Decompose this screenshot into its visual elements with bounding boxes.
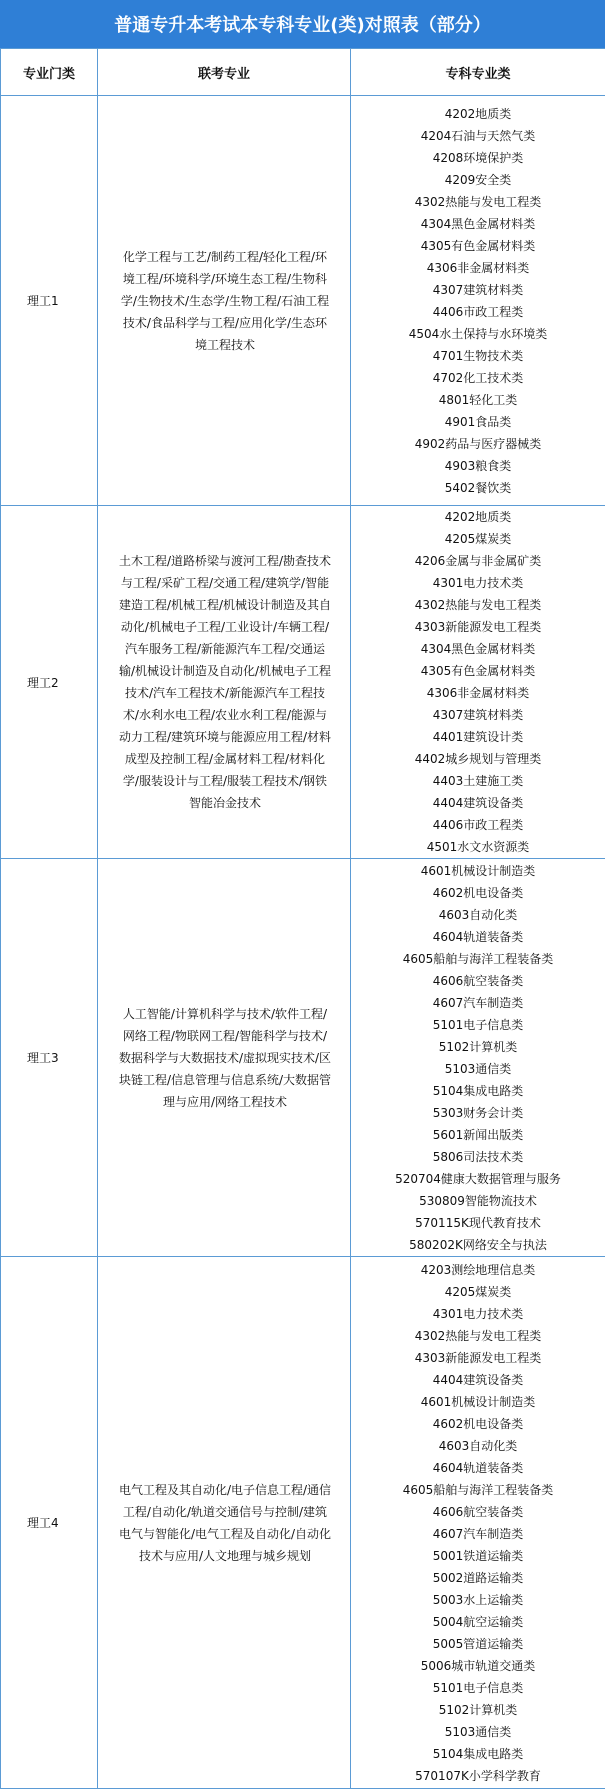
college-major-cell (351, 506, 605, 859)
college-major-item: 4606航空装备类 (351, 1501, 605, 1523)
college-major-item: 4602机电设备类 (351, 882, 605, 904)
table-row (1, 859, 605, 1257)
college-major-item: 4406市政工程类 (351, 301, 605, 323)
college-major-item: 4302热能与发电工程类 (351, 1325, 605, 1347)
college-major-item: 4801轻化工类 (351, 389, 605, 411)
college-major-item: 4304黑色金属材料类 (351, 213, 605, 235)
college-major-item: 4401建筑设计类 (351, 726, 605, 748)
college-major-item: 4208环境保护类 (351, 147, 605, 169)
college-major-item: 4301电力技术类 (351, 1303, 605, 1325)
college-major-item: 4902药品与医疗器械类 (351, 433, 605, 455)
college-major-item: 4404建筑设备类 (351, 1369, 605, 1391)
college-major-item: 520704健康大数据管理与服务 (351, 1168, 605, 1190)
college-major-item: 4305有色金属材料类 (351, 660, 605, 682)
college-major-item: 4604轨道装备类 (351, 926, 605, 948)
college-major-item: 530809智能物流技术 (351, 1190, 605, 1212)
college-major-item: 4607汽车制造类 (351, 992, 605, 1014)
category-cell: 理工2 (1, 506, 98, 859)
college-major-item: 5101电子信息类 (351, 1677, 605, 1699)
college-major-item: 5806司法技术类 (351, 1146, 605, 1168)
college-major-item: 4602机电设备类 (351, 1413, 605, 1435)
header-row (1, 49, 605, 96)
college-major-item: 4601机械设计制造类 (351, 1391, 605, 1413)
college-major-item: 4306非金属材料类 (351, 257, 605, 279)
college-major-item: 5101电子信息类 (351, 1014, 605, 1036)
header-category: 专业门类 (1, 49, 98, 96)
college-major-item: 4403土建施工类 (351, 770, 605, 792)
college-major-item: 4606航空装备类 (351, 970, 605, 992)
table-row (1, 1257, 605, 1789)
college-major-item: 5104集成电路类 (351, 1743, 605, 1765)
college-major-item: 4206金属与非金属矿类 (351, 550, 605, 572)
college-major-item: 570107K小学科学教育 (351, 1765, 605, 1787)
category-cell: 理工4 (1, 1257, 98, 1789)
college-major-item: 5102计算机类 (351, 1036, 605, 1058)
college-major-item: 4209安全类 (351, 169, 605, 191)
exam-major-cell: 化学工程与工艺/制药工程/轻化工程/环境工程/环境科学/环境生态工程/生物科学/生物技术/生态学/生物工程/石油工程技术/食品科学与工程/应用化学/生态环境工程技术 (98, 96, 351, 506)
table-row (1, 506, 605, 859)
table-row (1, 96, 605, 506)
college-major-item: 5601新闻出版类 (351, 1124, 605, 1146)
college-major-item: 4501水文水资源类 (351, 836, 605, 858)
college-major-item: 4302热能与发电工程类 (351, 191, 605, 213)
college-major-item: 570115K现代教育技术 (351, 1212, 605, 1234)
college-major-item: 4304黑色金属材料类 (351, 638, 605, 660)
exam-major-cell: 土木工程/道路桥梁与渡河工程/勘查技术与工程/采矿工程/交通工程/建筑学/智能建造工程/机械工程/机械设计制造及其自动化/机械电子工程/工业设计/车辆工程/汽车服务工程/新能源汽车工程/交通运输/机械设计制造及自动化/机械电子工程技术/汽车工程技术/新能源汽车工程技术/水利水电工程/农业水利工程/能源与动力工程/建筑环境与能源应用工程/材料成型及控制工程/金属材料工程/材料化学/服装设计与工程/服装工程技术/钢铁智能冶金技术 (98, 506, 351, 859)
college-major-item: 580202K网络安全与执法 (351, 1234, 605, 1256)
college-major-item: 5102计算机类 (351, 1699, 605, 1721)
college-major-item: 4202地质类 (351, 506, 605, 528)
college-major-item: 4205煤炭类 (351, 1281, 605, 1303)
college-major-item: 5303财务会计类 (351, 1102, 605, 1124)
college-major-item: 4603自动化类 (351, 904, 605, 926)
college-major-item: 4406市政工程类 (351, 814, 605, 836)
comparison-table (0, 48, 605, 1789)
college-major-item: 5004航空运输类 (351, 1611, 605, 1633)
college-major-cell (351, 859, 605, 1257)
college-major-item: 4402城乡规划与管理类 (351, 748, 605, 770)
college-major-cell (351, 96, 605, 506)
college-major-item: 4204石油与天然气类 (351, 125, 605, 147)
college-major-item: 4903粮食类 (351, 455, 605, 477)
college-major-item: 4701生物技术类 (351, 345, 605, 367)
college-major-item: 4202地质类 (351, 103, 605, 125)
college-major-item: 4305有色金属材料类 (351, 235, 605, 257)
college-major-item: 4205煤炭类 (351, 528, 605, 550)
college-major-item: 4301电力技术类 (351, 572, 605, 594)
header-exam-major: 联考专业 (98, 49, 351, 96)
category-cell: 理工1 (1, 96, 98, 506)
college-major-item: 5006城市轨道交通类 (351, 1655, 605, 1677)
college-major-item: 5001铁道运输类 (351, 1545, 605, 1567)
college-major-item: 4702化工技术类 (351, 367, 605, 389)
college-major-item: 4603自动化类 (351, 1435, 605, 1457)
college-major-item: 5103通信类 (351, 1721, 605, 1743)
college-major-item: 5005管道运输类 (351, 1633, 605, 1655)
exam-major-cell: 人工智能/计算机科学与技术/软件工程/网络工程/物联网工程/智能科学与技术/数据科学与大数据技术/虚拟现实技术/区块链工程/信息管理与信息系统/大数据管理与应用/网络工程技术 (98, 859, 351, 1257)
college-major-item: 5103通信类 (351, 1058, 605, 1080)
college-major-item: 4303新能源发电工程类 (351, 616, 605, 638)
college-major-item: 4303新能源发电工程类 (351, 1347, 605, 1369)
college-major-item: 4307建筑材料类 (351, 704, 605, 726)
college-major-item: 4306非金属材料类 (351, 682, 605, 704)
college-major-item: 5003水上运输类 (351, 1589, 605, 1611)
college-major-item: 5402餐饮类 (351, 477, 605, 499)
college-major-item: 4604轨道装备类 (351, 1457, 605, 1479)
header-college-major: 专科专业类 (351, 49, 605, 96)
college-major-item: 4504水土保持与水环境类 (351, 323, 605, 345)
college-major-item: 5002道路运输类 (351, 1567, 605, 1589)
college-major-item: 4605船舶与海洋工程装备类 (351, 1479, 605, 1501)
college-major-item: 5104集成电路类 (351, 1080, 605, 1102)
college-major-item: 4607汽车制造类 (351, 1523, 605, 1545)
college-major-item: 4901食品类 (351, 411, 605, 433)
college-major-item: 4307建筑材料类 (351, 279, 605, 301)
college-major-item: 4302热能与发电工程类 (351, 594, 605, 616)
exam-major-cell: 电气工程及其自动化/电子信息工程/通信工程/自动化/轨道交通信号与控制/建筑电气与智能化/电气工程及自动化/自动化技术与应用/人文地理与城乡规划 (98, 1257, 351, 1789)
page-title: 普通专升本考试本专科专业(类)对照表（部分） (0, 0, 605, 48)
category-cell: 理工3 (1, 859, 98, 1257)
college-major-item: 4601机械设计制造类 (351, 860, 605, 882)
college-major-item: 4404建筑设备类 (351, 792, 605, 814)
college-major-item: 4605船舶与海洋工程装备类 (351, 948, 605, 970)
college-major-cell (351, 1257, 605, 1789)
college-major-item: 4203测绘地理信息类 (351, 1259, 605, 1281)
